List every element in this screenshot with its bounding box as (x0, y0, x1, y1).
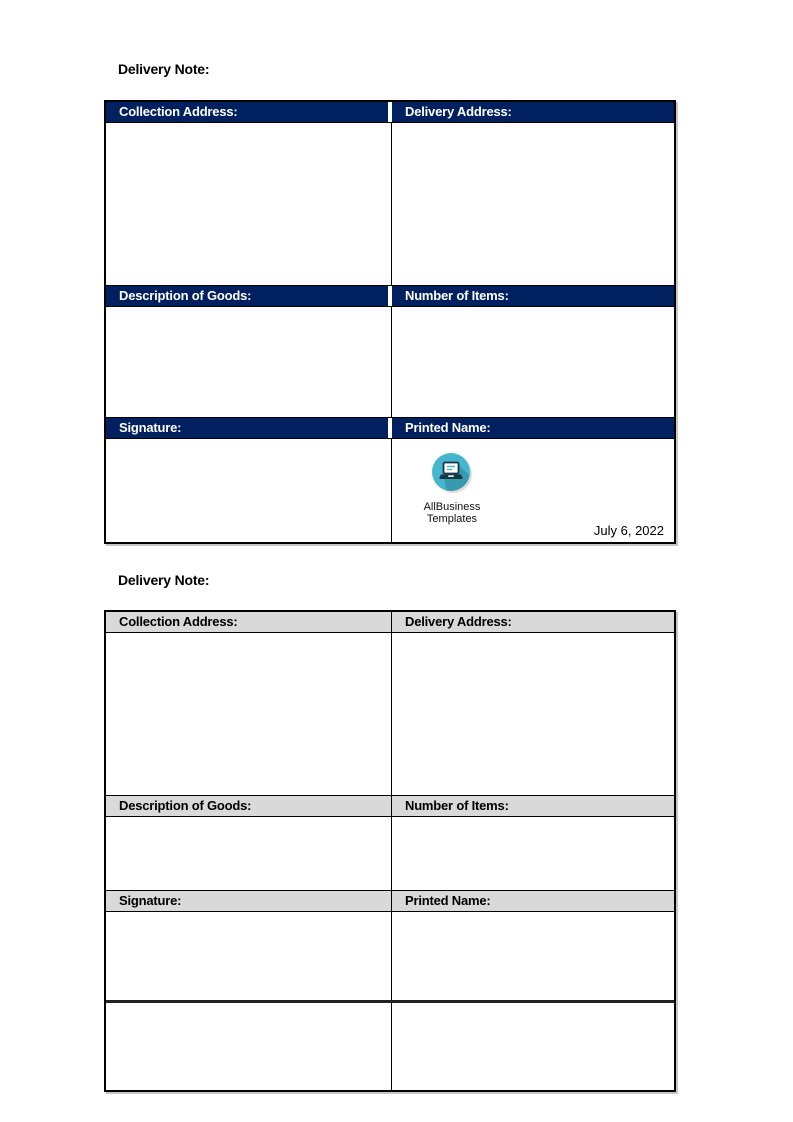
table-row (106, 1003, 674, 1090)
description-of-goods-header: Description of Goods: (106, 796, 392, 816)
delivery-note-title-1: Delivery Note: (118, 61, 210, 77)
table-row (106, 891, 674, 912)
table-row (106, 307, 674, 418)
table-row (106, 439, 674, 542)
number-of-items-header: Number of Items: (392, 286, 674, 306)
extra-field-right[interactable] (392, 1003, 674, 1090)
logo-text-line1: AllBusiness (423, 501, 481, 513)
table-row (106, 912, 674, 1003)
table-row (106, 418, 674, 439)
printed-name-header: Printed Name: (392, 891, 674, 911)
delivery-address-field[interactable] (392, 123, 674, 285)
logo-text-line2: Templates (426, 513, 478, 525)
delivery-address-header: Delivery Address: (392, 102, 674, 122)
table-row (106, 123, 674, 286)
printed-name-field[interactable] (392, 439, 674, 542)
printed-name-field[interactable] (392, 912, 674, 1000)
collection-address-field[interactable] (106, 123, 392, 285)
allbusiness-templates-logo (414, 452, 490, 525)
number-of-items-field[interactable] (392, 817, 674, 890)
laptop-icon (430, 452, 474, 494)
table-row (106, 612, 674, 633)
number-of-items-field[interactable] (392, 307, 674, 417)
printed-name-header: Printed Name: (392, 418, 674, 438)
description-of-goods-field[interactable] (106, 307, 392, 417)
extra-field-left[interactable] (106, 1003, 392, 1090)
table-row (106, 286, 674, 307)
description-of-goods-field[interactable] (106, 817, 392, 890)
table-row (106, 102, 674, 123)
table-row (106, 796, 674, 817)
signature-field[interactable] (106, 439, 392, 542)
number-of-items-header: Number of Items: (392, 796, 674, 816)
collection-address-header: Collection Address: (106, 612, 392, 632)
collection-address-header: Collection Address: (106, 102, 392, 122)
table-row (106, 817, 674, 891)
date-stamp: July 6, 2022 (593, 523, 664, 538)
signature-header: Signature: (106, 891, 392, 911)
table-row (106, 633, 674, 796)
description-of-goods-header: Description of Goods: (106, 286, 392, 306)
delivery-address-field[interactable] (392, 633, 674, 795)
delivery-note-title-2: Delivery Note: (118, 572, 210, 588)
delivery-address-header: Delivery Address: (392, 612, 674, 632)
collection-address-field[interactable] (106, 633, 392, 795)
signature-header: Signature: (106, 418, 392, 438)
signature-field[interactable] (106, 912, 392, 1000)
delivery-note-table-gray (104, 610, 676, 1092)
delivery-note-table-navy (104, 100, 676, 544)
